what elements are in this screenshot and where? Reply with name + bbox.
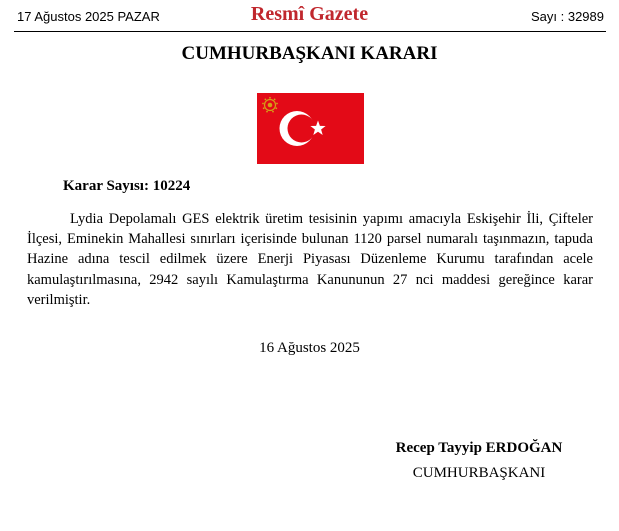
signer-title: CUMHURBAŞKANI — [412, 465, 546, 481]
decision-body: Lydia Depolamalı GES elektrik üretim tesisinin yapımı amacıyla Eskişehir İli, Çifteler İlçesi, Eminekin Mahallesi sınırları içerisinde bulunan 1120 parsel numaralı taşınmazın, tapuda Hazine adına tescil edilmek üzere Enerji Piyasası Düzenleme Kurumu tarafından acele kamulaştırılmasına, 2942 sayılı Kamulaştırma Kanununun 27 nci maddesi gereğince karar verilmiştir. — [27, 211, 593, 308]
turkish-flag-icon — [257, 93, 364, 164]
decision-date: 16 Ağustos 2025 — [259, 340, 360, 356]
page-title: CUMHURBAŞKANI KARARI — [181, 43, 438, 64]
header-divider — [14, 31, 606, 32]
issue-number: Sayı : 32989 — [531, 9, 604, 24]
decision-number: Karar Sayısı: 10224 — [63, 178, 191, 194]
header-date: 17 Ağustos 2025 PAZAR — [17, 9, 160, 24]
gazette-title: Resmî Gazete — [250, 3, 369, 25]
signer-name: Recep Tayyip ERDOĞAN — [395, 440, 563, 456]
